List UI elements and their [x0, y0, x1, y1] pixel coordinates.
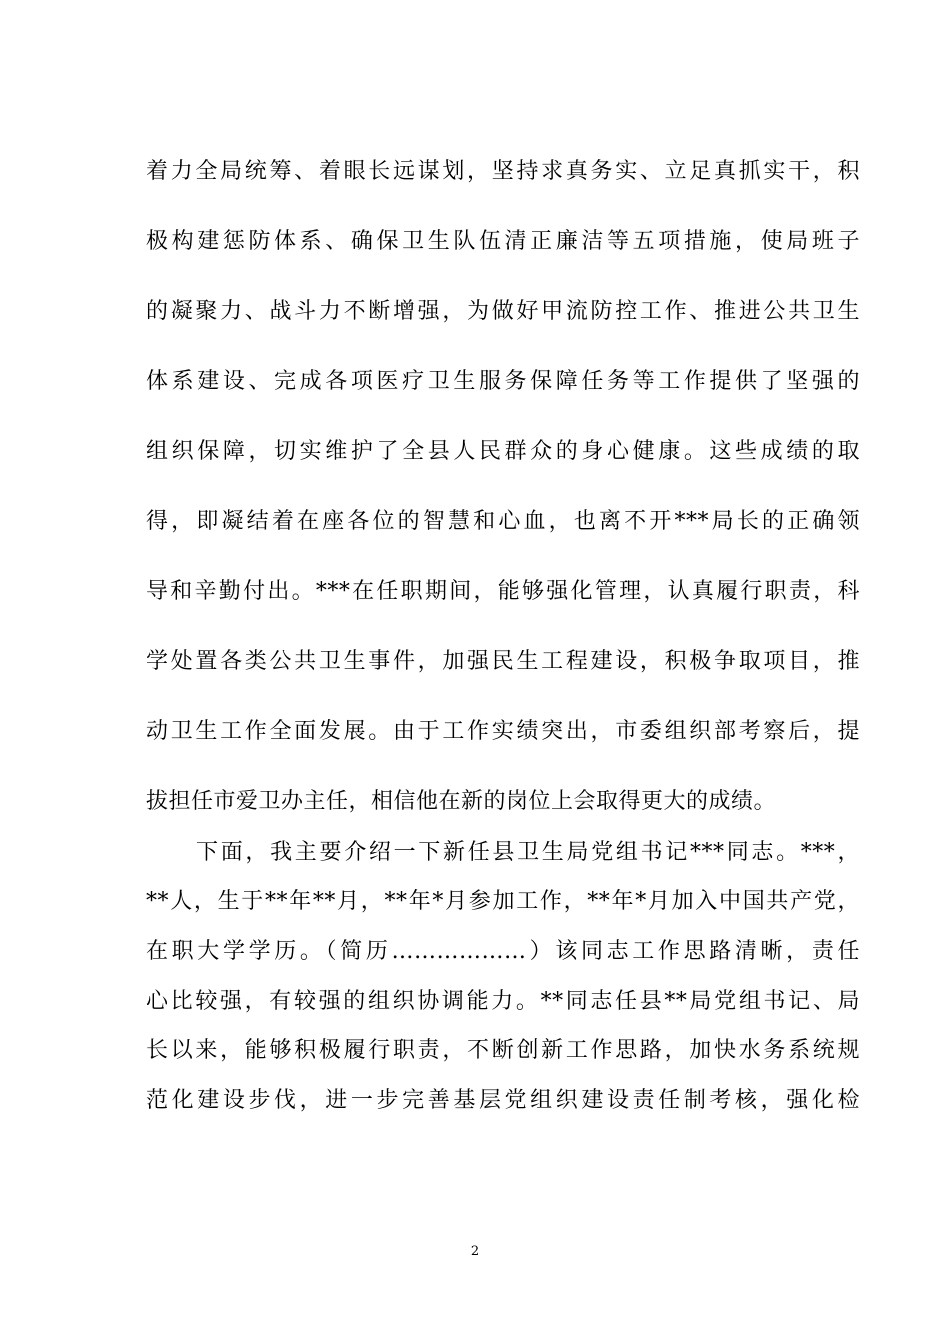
page-number: 2 [470, 1244, 480, 1259]
paragraph1-line-10: 拔担任市爱卫办主任，相信他在新的岗位上会取得更大的成绩。 [146, 789, 777, 814]
paragraph1-line-9: 动卫生工作全面发展。由于工作实绩突出，市委组织部考察后，提 [146, 719, 860, 744]
paragraph2-line-4: 心比较强，有较强的组织协调能力。**同志任县**局党组书记、局 [146, 989, 860, 1014]
paragraph2-line-6: 范化建设步伐，进一步完善基层党组织建设责任制考核，强化检 [146, 1088, 860, 1113]
paragraph1-line-3: 的凝聚力、战斗力不断增强，为做好甲流防控工作、推进公共卫生 [146, 299, 860, 324]
paragraph2-line-3: 在职大学学历。（简历………………）该同志工作思路清晰，责任 [146, 939, 860, 964]
paragraph1-line-1: 着力全局统筹、着眼长远谋划，坚持求真务实、立足真抓实干，积 [146, 159, 860, 184]
paragraph1-line-8: 学处置各类公共卫生事件，加强民生工程建设，积极争取项目，推 [146, 649, 860, 674]
paragraph2-line-5: 长以来，能够积极履行职责，不断创新工作思路，加快水务系统规 [146, 1038, 860, 1063]
paragraph1-line-5: 组织保障，切实维护了全县人民群众的身心健康。这些成绩的取 [146, 439, 860, 464]
paragraph1-line-4: 体系建设、完成各项医疗卫生服务保障任务等工作提供了坚强的 [146, 369, 860, 394]
paragraph1-line-6: 得，即凝结着在座各位的智慧和心血，也离不开***局长的正确领 [146, 509, 860, 534]
paragraph2-line-2: **人，生于**年**月，**年*月参加工作，**年*月加入中国共产党， [146, 889, 860, 914]
paragraph2-line-1: 下面，我主要介绍一下新任县卫生局党组书记***同志。***， [196, 840, 860, 865]
paragraph1-line-2: 极构建惩防体系、确保卫生队伍清正廉洁等五项措施，使局班子 [146, 229, 860, 254]
paragraph1-line-7: 导和辛勤付出。***在任职期间，能够强化管理，认真履行职责，科 [146, 579, 860, 604]
